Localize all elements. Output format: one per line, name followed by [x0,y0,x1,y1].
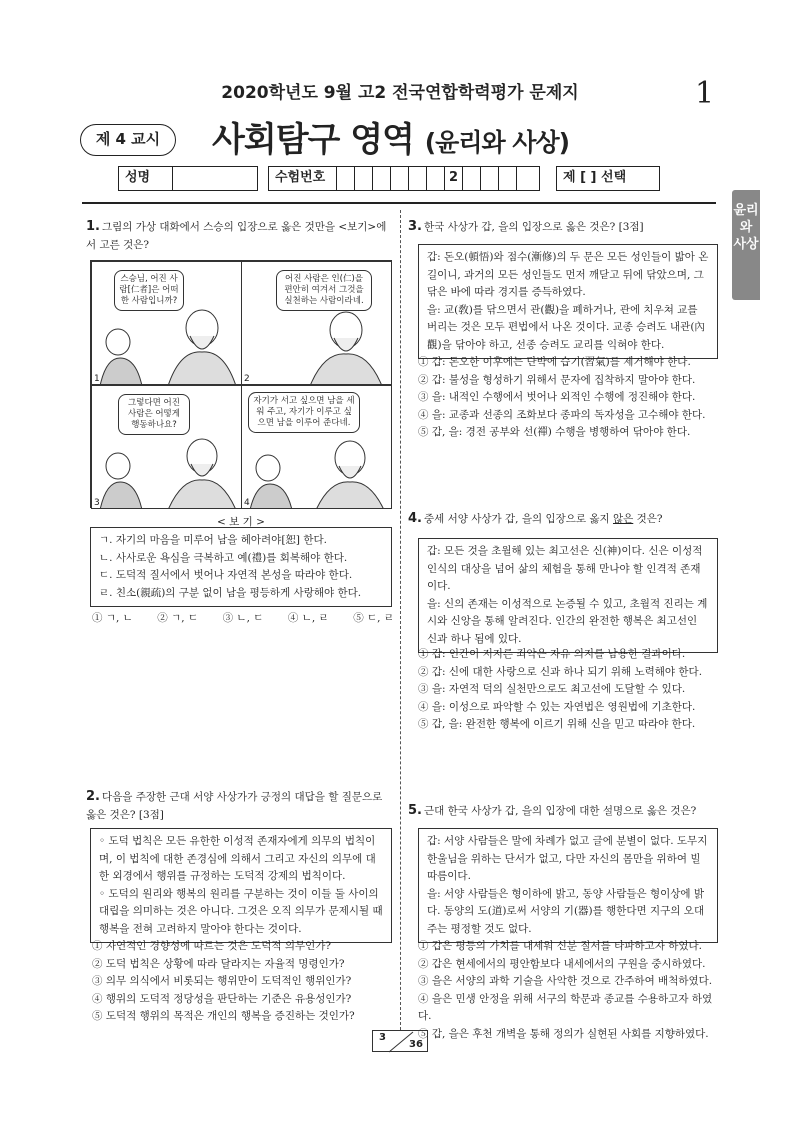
choice[interactable]: ③ ㄴ, ㄷ [222,612,264,624]
panel-4-bubble: 자기가 서고 싶으면 남을 세워 주고, 자기가 이루고 싶으면 남을 이루어 준다네. [248,392,360,433]
total-pages: 36 [409,1039,423,1050]
comic-panel-2 [241,261,392,385]
bogi-item: ㄱ. 자기의 마음을 미루어 남을 헤아려야[恕] 한다. [99,534,327,546]
subject-title [212,112,569,161]
choice[interactable]: ③ 의무 의식에서 비롯되는 행위만이 도덕적인 행위인가? [92,975,352,987]
q5-passage-box [418,828,718,943]
name-label: 성명 [119,167,173,190]
bogi-item: ㄴ. 사사로운 욕심을 극복하고 예(禮)를 회복해야 한다. [99,551,348,564]
panel-2-bubble: 어진 사람은 인(仁)을 편안히 여겨서 그것을 실천하는 사람이라네. [276,270,372,311]
choice[interactable]: ② 갑: 불성을 형성하기 위해서 문자에 집착하지 말아야 한다. [418,373,696,386]
choice[interactable]: ⑤ ㄷ, ㄹ [353,612,394,624]
master-figure-icon [160,302,242,385]
period-badge: 제 4 교시 [80,124,176,156]
q4-choices [418,646,722,734]
q4-stem [408,510,720,528]
choice[interactable]: ⑤ 갑, 을: 경전 공부와 선(禪) 수행을 병행하여 닦아야 한다. [418,426,691,438]
q2-passage-box [90,828,392,943]
comic-panel-4 [241,385,392,509]
q4-passage-box [418,538,718,653]
master-figure-icon [302,306,390,385]
passage-item: 갑: 모든 것을 초월해 있는 최고선은 신(神)이다. 신은 이성적 인식의 대상을 넘어 삶의 체험을 통해 만나야 할 인격적 존재이다. [427,545,703,592]
student-figure-icon [246,450,294,509]
q1-stem [86,218,394,254]
choice[interactable]: ⑤ 갑, 을은 후천 개벽을 통해 정의가 실현된 사회를 지향하였다. [418,1027,709,1040]
passage-item: 을: 교(敎)를 닦으면서 관(觀)을 폐하거나, 관에 치우쳐 교를 버리는 것은 모두 편법에서 나온 것이다. 교종 승려도 내관(內觀)을 닦아야 하고, 선종 승려도 교리를 익혀야 한다. [427,303,705,351]
choice[interactable]: ④ 행위의 도덕적 정당성을 판단하는 기준은 유용성인가? [92,992,352,1005]
q1-stem-text: 그림의 가상 대화에서 스승의 입장으로 옳은 것만을 <보기>에서 고른 것은? [86,221,387,251]
subject-sub: (윤리와 사상) [424,128,570,157]
passage-item: ◦ 도덕 법칙은 모든 유한한 이성적 존재자에게 의무의 법칙이며, 이 법칙에 대한 존경심에 의해서 그리고 자신의 의무에 대한 외경에서 행위를 규정하는 도덕적 강제의 법칙이다. [99,835,376,882]
comic-strip [90,260,392,508]
q1-choices [92,610,394,628]
q4-stem-post: 것은? [633,513,663,525]
q5-stem [408,802,720,820]
panel-1-number: 1 [94,374,100,384]
passage-item: 을: 서양 사람들은 형이하에 밝고, 동양 사람들은 형이상에 밝다. 동양의 도(道)로써 서양의 기(器)를 행한다면 지구의 오대주는 평정할 것도 없다. [427,887,705,935]
current-page: 3 [379,1032,386,1043]
q5-stem-text: 근대 한국 사상가 갑, 을의 입장에 대한 설명으로 옳은 것은? [423,805,697,817]
q4-stem-emphasis: 않은 [612,513,634,525]
choice[interactable]: ② 갑: 신에 대한 사랑으로 신과 하나 되기 위해 노력해야 한다. [418,665,703,678]
q3-choices [418,354,722,442]
student-figure-icon [96,324,146,385]
q1-number: 1. [86,219,100,234]
q3-stem [408,218,720,236]
choice[interactable]: ② 갑은 현세에서의 평안함보다 내세에서의 구원을 중시하였다. [418,957,706,970]
choice[interactable]: ① 갑은 평등의 가치를 내세워 신분 질서를 타파하고자 하였다. [418,940,702,952]
comic-panel-3 [91,385,242,509]
choice[interactable]: ② 도덕 법칙은 상황에 따라 달라지는 자율적 명령인가? [92,957,345,970]
choice[interactable]: ① ㄱ, ㄴ [92,612,133,624]
selection-label: 제 [ ] 선택 [563,170,627,185]
panel-2-number: 2 [244,374,250,384]
student-figure-icon [96,448,146,509]
choice[interactable]: ② ㄱ, ㄷ [157,612,199,624]
master-figure-icon [308,436,392,509]
exam-title: 2020학년도 9월 고2 전국연합학력평가 문제지 [221,83,579,103]
page-indicator [372,1030,428,1052]
q3-number: 3. [408,219,422,234]
subject-main: 사회탐구 영역 [212,120,414,160]
q5-choices [418,938,722,1043]
panel-3-bubble: 그렇다면 어진 사람은 어떻게 행동하나요? [118,394,190,435]
q4-stem-pre: 중세 서양 사상가 갑, 을의 입장으로 옳지 [423,513,613,525]
passage-item: 갑: 서양 사람들은 말에 차례가 없고 글에 분별이 없다. 도무지 한울님을 위하는 단서가 없고, 다만 자신의 몸만을 위하여 빌 따름이다. [427,835,708,882]
q5-number: 5. [408,803,422,818]
passage-item: 을: 신의 존재는 이성적으로 논증될 수 있고, 초월적 진리는 계시와 신앙을 통해 알려진다. 인간의 완전한 행복은 최고선인 신과 하나 됨에 있다. [427,597,708,645]
choice[interactable]: ⑤ 갑, 을: 완전한 행복에 이르기 위해 신을 믿고 따라야 한다. [418,718,696,730]
choice[interactable]: ④ 을: 이성으로 파악할 수 있는 자연법은 영원법에 기초한다. [418,700,696,713]
q3-passage-box [418,244,718,359]
choice[interactable]: ① 갑: 돈오한 이후에는 단박에 습기(習氣)를 제거해야 한다. [418,356,691,368]
choice[interactable]: ④ 을: 교종과 선종의 조화보다 종파의 독자성을 고수해야 한다. [418,408,706,421]
bogi-box [90,527,392,607]
selection-field[interactable] [556,166,660,191]
bogi-item: ㄷ. 도덕적 질서에서 벗어나 자연적 본성을 따라야 한다. [99,569,353,581]
q3-stem-text: 한국 사상가 갑, 을의 입장으로 옳은 것은? [3점] [423,221,644,233]
choice[interactable]: ④ 을은 민생 안정을 위해 서구의 학문과 종교를 수용하고자 하였다. [418,992,713,1022]
side-tab: 윤리와 사상 [732,190,760,300]
choice[interactable]: ③ 을: 자연적 덕의 실천만으로도 최고선에 도달할 수 있다. [418,683,686,695]
bogi-title: < 보 기 > [217,516,265,528]
page-number: 1 [695,76,715,111]
q2-stem-text: 다음을 주장한 근대 서양 사상가가 긍정의 대답을 할 질문으로 옳은 것은? [3점] [86,791,383,821]
name-field[interactable] [118,166,258,191]
bogi-item: ㄹ. 친소(親疏)의 구분 없이 남을 평등하게 사랑해야 한다. [99,586,362,599]
choice[interactable]: ③ 을은 서양의 과학 기술을 사악한 것으로 간주하여 배척하였다. [418,975,713,987]
q1-bogi [90,514,392,607]
panel-4-number: 4 [244,498,250,508]
master-figure-icon [162,434,242,509]
choice[interactable]: ① 갑: 인간이 저지른 죄악은 자유 의지를 남용한 결과이다. [418,648,686,660]
exam-number-field[interactable] [268,166,540,191]
choice[interactable]: ① 자연적인 경향성에 따르는 것은 도덕적 의무인가? [92,940,332,952]
exam-number-digit: 2 [445,167,463,190]
comic-panel-1 [91,261,242,385]
column-divider [400,210,401,1030]
passage-item: 갑: 돈오(頓悟)와 점수(漸修)의 두 문은 모든 성인들이 밟아 온 길이니, 과거의 모든 성인들도 먼저 깨닫고 뒤에 닦았으며, 그 닦은 바에 따라 경지를 증득하였다. [427,251,709,298]
choice[interactable]: ⑤ 도덕적 행위의 목적은 개인의 행복을 증진하는 것인가? [92,1010,355,1022]
passage-item: ◦ 도덕의 원리와 행복의 원리를 구분하는 것이 이들 둘 사이의 대립을 의미하는 것은 아니다. 그것은 오직 의무가 문제시될 때 행복을 전혀 고려하지 말아야 한다는 것이다. [99,887,383,935]
exam-number-label: 수험번호 [269,167,337,190]
choice[interactable]: ④ ㄴ, ㄹ [287,612,329,624]
header-rule [82,202,716,204]
q2-number: 2. [86,789,100,804]
q2-choices [92,938,394,1026]
panel-3-number: 3 [94,498,100,508]
q4-number: 4. [408,511,422,526]
q2-stem [86,788,394,824]
panel-1-bubble: 스승님, 어진 사람[仁者]은 어떠한 사람입니까? [114,270,184,311]
choice[interactable]: ③ 을: 내적인 수행에서 벗어나 외적인 수행에 정진해야 한다. [418,391,696,403]
